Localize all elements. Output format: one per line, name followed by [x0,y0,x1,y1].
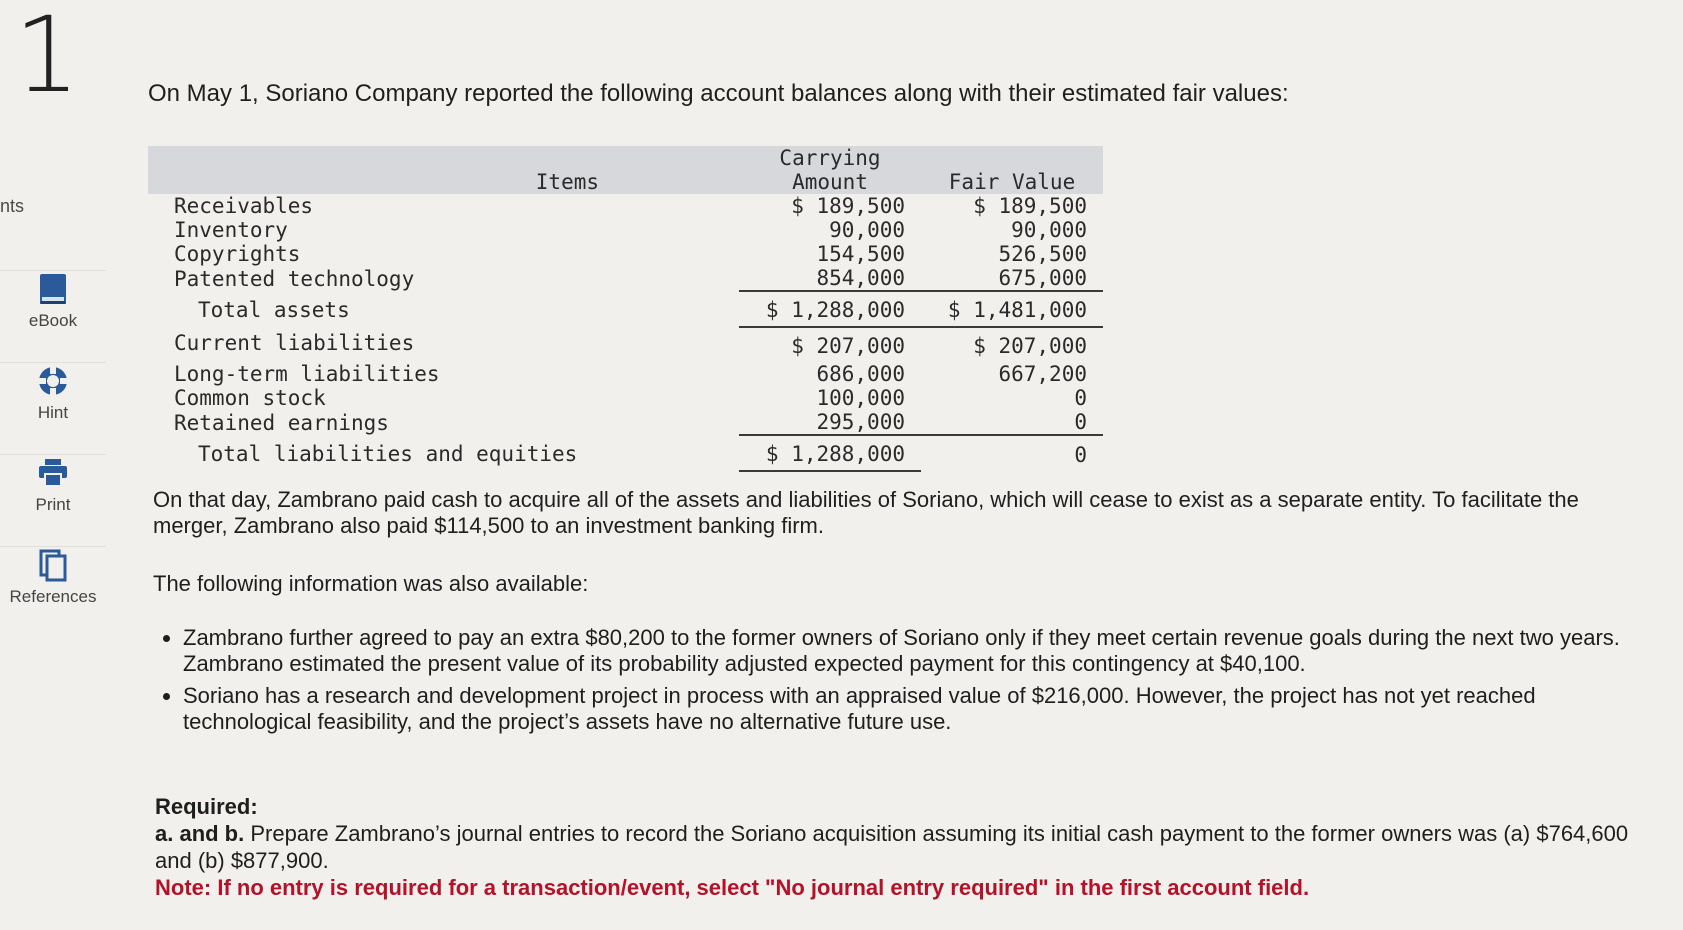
sidebar-item-label: Hint [37,403,69,422]
row-label: Receivables [174,194,314,218]
book-icon [36,271,70,307]
required-ab-text: Prepare Zambrano’s journal entries to record the Soriano acquisition assuming its initial cash payment to the former owners was (a) $764,600 and (b) $877,900. [155,821,1629,873]
header-carrying-line1: Carrying [779,146,881,170]
question-number: 1 [14,0,81,116]
row-label: Patented technology [174,266,415,291]
sidebar-item-hint[interactable] [0,362,106,455]
table-row [148,410,1103,435]
sidebar-item-ebook[interactable] [0,270,106,363]
row-fair: 0 [1074,386,1087,410]
row-fair: 0 [1074,410,1087,434]
table-row [148,218,1103,242]
printer-icon [36,455,70,491]
row-carrying: 154,500 [816,242,905,266]
row-fair: $ 189,500 [973,194,1087,218]
list-item: • Zambrano further agreed to pay an extra $80,200 to the former owners of Soriano only if they meet certain revenue goals during the next two years. Zambrano estimated the present value of its probability adjusted expected payment for this contingency at $40,100. [183,625,1663,677]
table-row [148,194,1103,218]
row-carrying: $ 207,000 [739,327,921,362]
required-note: Note: If no entry is required for a transaction/event, select "No journal entry required" in the first account field. [155,875,1310,900]
row-fair: 526,500 [998,242,1087,266]
sidebar-item-label: eBook [28,311,78,330]
row-carrying: 100,000 [816,386,905,410]
intro-text: On May 1, Soriano Company reported the following account balances along with their estimated fair values: [148,80,1289,107]
table-row [148,386,1103,410]
sidebar-partial-label: nts [0,196,25,216]
sidebar-item-label: Print [35,495,71,514]
required-ab [155,820,1645,874]
row-fair: 0 [921,435,1103,471]
row-carrying: $ 1,288,000 [739,435,921,471]
row-carrying: 854,000 [816,266,905,290]
row-fair: $ 207,000 [921,327,1103,362]
row-label: Copyrights [174,242,301,266]
row-label: Current liabilities [174,330,415,355]
required-ab-label: a. and b. [155,821,245,846]
row-label: Total liabilities and equities [198,442,578,466]
row-label: Common stock [174,386,326,410]
row-fair: 675,000 [998,266,1087,290]
table-header-row [148,146,1103,194]
sidebar-item-label: References [9,587,97,606]
header-carrying [739,146,921,194]
table-row [148,362,1103,386]
info-bullet-list [153,625,1663,741]
row-fair: $ 1,481,000 [921,291,1103,327]
sidebar-item-print[interactable] [0,454,106,547]
header-carrying-line2: Amount [792,170,868,194]
row-carrying: $ 189,500 [791,194,905,218]
row-carrying: $ 1,288,000 [739,291,921,327]
paragraph-acquisition: On that day, Zambrano paid cash to acquire all of the assets and liabilities of Soriano, which will cease to exist as a separate entity. To facilitate the merger, Zambrano also paid $114,500 to an investment banking firm. [153,487,1579,538]
sidebar [0,0,106,930]
row-fair: 667,200 [998,362,1087,386]
row-carrying: 686,000 [816,362,905,386]
table-row [148,266,1103,291]
documents-icon [36,547,70,583]
row-fair: 90,000 [1011,218,1087,242]
header-fair-value: Fair Value [921,146,1103,194]
row-carrying: 90,000 [829,218,905,242]
required-section [155,793,1645,901]
sidebar-item-references[interactable] [0,546,106,639]
row-label: Retained earnings [174,410,389,435]
row-label: Total assets [198,298,350,322]
table-row [148,327,1103,362]
table-row-total [148,291,1103,327]
required-heading: Required: [155,794,258,819]
table-row-grand-total [148,435,1103,471]
list-item: • Soriano has a research and development project in process with an appraised value of $216,000. However, the project has not yet reached technological feasibility, and the project’s assets have no alternative future use. [183,683,1663,735]
header-items: Items [148,146,739,194]
row-label: Long-term liabilities [174,362,440,386]
table-row [148,242,1103,266]
balances-table [148,146,1103,472]
row-label: Inventory [174,218,288,242]
lifebuoy-icon [36,363,70,399]
paragraph-info-intro: The following information was also available: [153,571,589,596]
row-carrying: 295,000 [816,410,905,434]
